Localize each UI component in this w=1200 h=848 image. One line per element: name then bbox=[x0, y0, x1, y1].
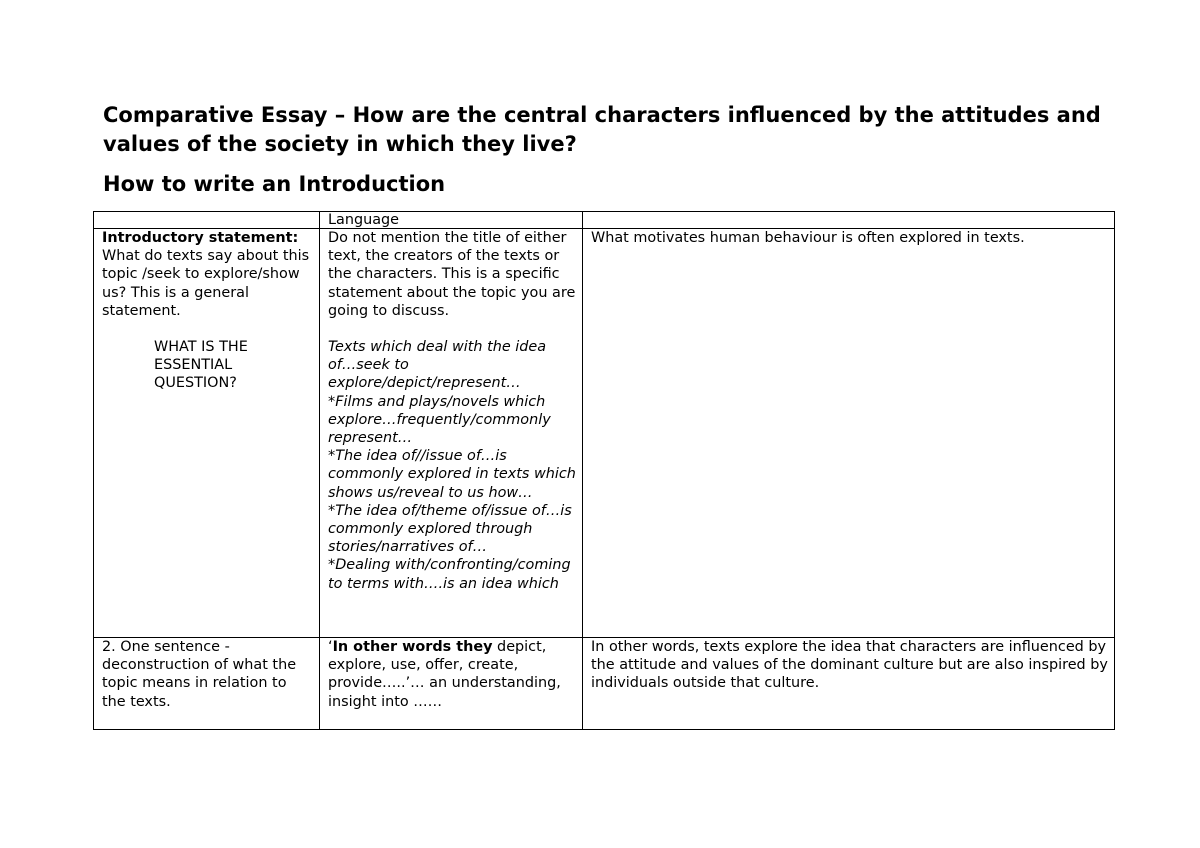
introductory-statement-cell bbox=[94, 229, 320, 638]
header-cell-empty-3 bbox=[583, 212, 1115, 229]
language-example-3: *The idea of//issue of…is commonly explored in texts which shows us/reveal to us how… bbox=[328, 448, 576, 501]
deconstruction-label-cell: 2. One sentence - deconstruction of what the topic means in relation to the texts. bbox=[94, 638, 320, 730]
language-intro: Do not mention the title of either text, the creators of the texts or the characters. This is a specific statement about the topic you are going to discuss. bbox=[328, 230, 576, 319]
header-cell-empty-1 bbox=[94, 212, 320, 229]
introductory-statement-label: Introductory statement: bbox=[102, 230, 299, 246]
language-example-2: *Films and plays/novels which explore…frequently/commonly represent… bbox=[328, 393, 551, 447]
header-cell-language: Language bbox=[320, 212, 583, 229]
document-subtitle: How to write an Introduction bbox=[103, 172, 446, 196]
deconstruction-example-cell: In other words, texts explore the idea that characters are influenced by the attitude and values of the dominant culture but are also inspired by individuals outside that culture. bbox=[583, 638, 1115, 730]
table-row bbox=[94, 638, 1115, 730]
introduction-table bbox=[93, 211, 1115, 730]
language-example-1: Texts which deal with the idea of…seek to explore/depict/represent… bbox=[328, 339, 547, 392]
deconstruction-language-text: depict, explore, use, offer, create, provide…..’… an understanding, insight into …… bbox=[328, 639, 561, 710]
introductory-statement-text: What do texts say about this topic /seek to explore/show us? This is a general statement. bbox=[102, 248, 310, 319]
document-title: Comparative Essay – How are the central characters influenced by the attitudes and values of the society in which they live? bbox=[103, 103, 1101, 156]
language-example-4: *The idea of/theme of/issue of…is commonly explored through stories/narratives of… bbox=[328, 502, 572, 556]
deconstruction-language-cell bbox=[320, 638, 583, 730]
language-prefix: ‘ bbox=[328, 639, 333, 655]
essential-question: WHAT IS THE ESSENTIAL QUESTION? bbox=[154, 339, 248, 392]
language-cell bbox=[320, 229, 583, 638]
example-cell: What motivates human behaviour is often explored in texts. bbox=[583, 229, 1115, 638]
in-other-words-label: In other words they bbox=[332, 639, 493, 655]
table-row bbox=[94, 229, 1115, 638]
language-example-5: *Dealing with/confronting/coming to terms with….is an idea which bbox=[328, 557, 571, 592]
table-header-row bbox=[94, 212, 1115, 229]
